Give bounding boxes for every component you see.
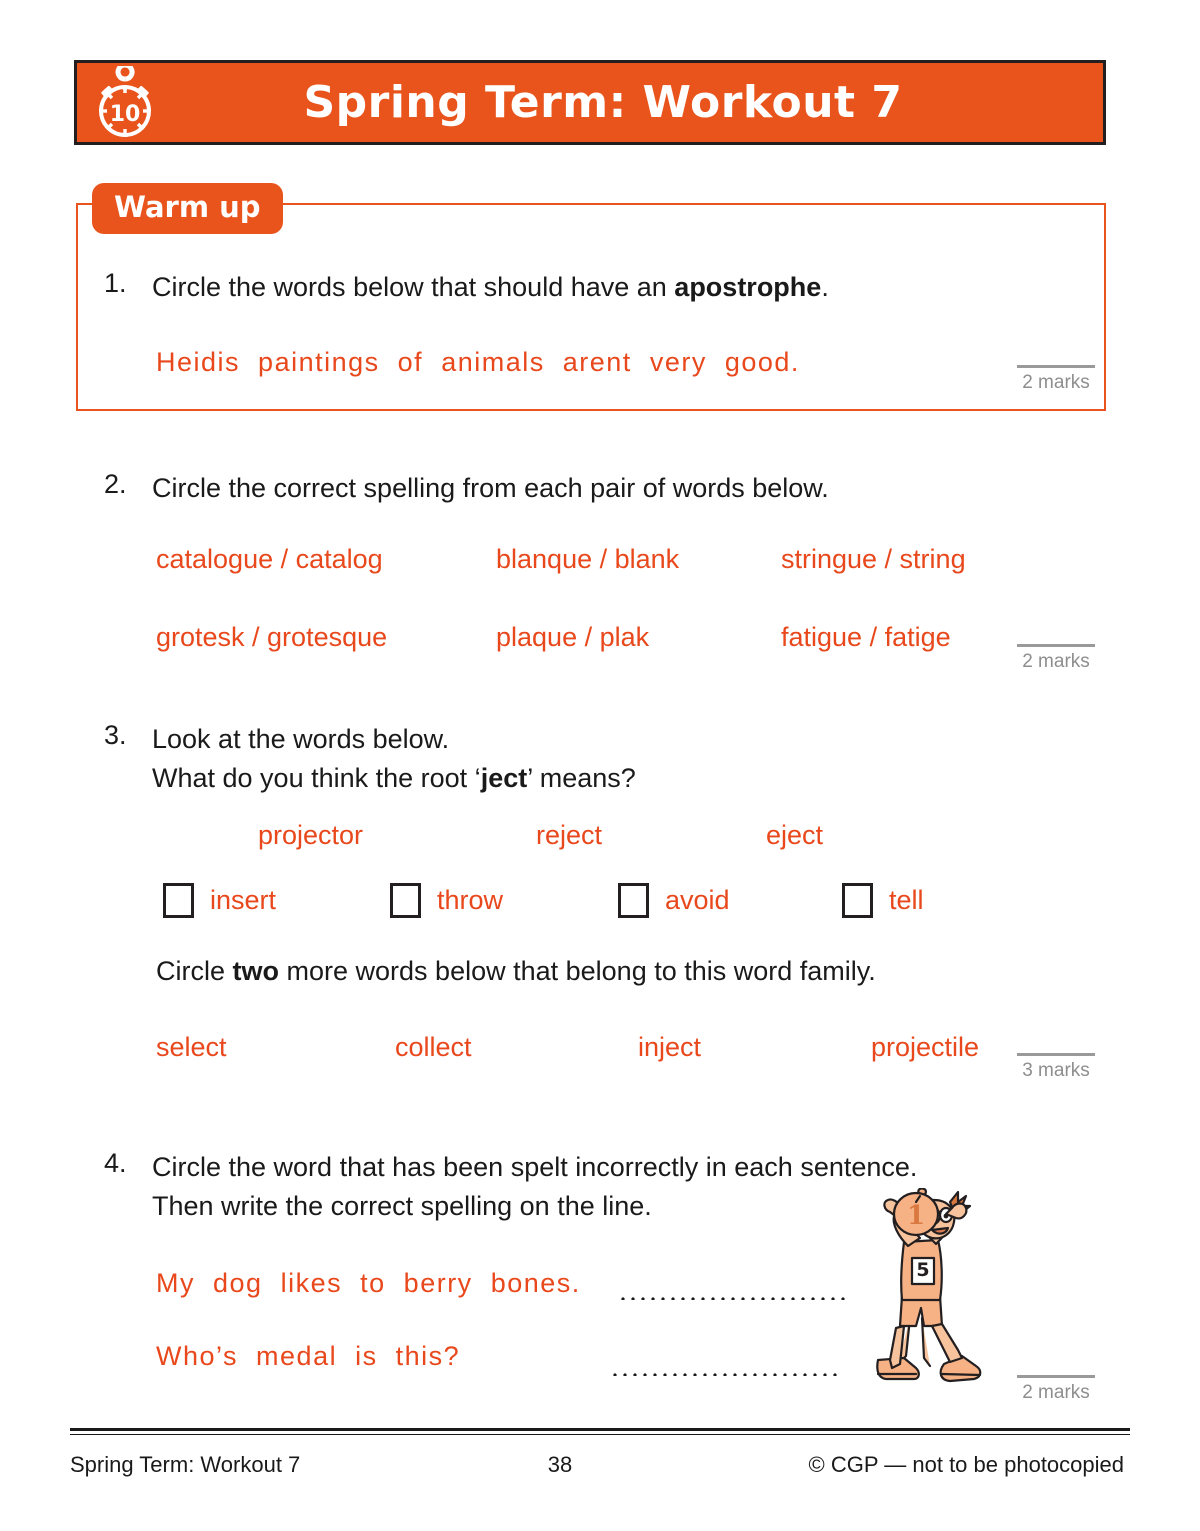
checkbox-icon[interactable] [390,883,421,918]
question-2-prompt: Circle the correct spelling from each pair of words below. [152,473,829,503]
family-word[interactable]: collect [395,1032,472,1062]
q4-word[interactable]: is [355,1341,378,1371]
marks-label: 2 marks [1022,651,1090,672]
question-3-prompt-line-2 [152,759,1026,798]
question-1-sentence [156,347,809,378]
marks-rule [1017,1053,1095,1056]
q3-sub-bold: two [232,956,280,986]
medal-number: 1 [906,1201,926,1231]
question-2 [96,469,1026,508]
question-2-pairs-row-2 [156,622,1056,653]
marks-rule [1017,644,1095,647]
checkbox-icon[interactable] [618,883,649,918]
question-1-number: 1. [104,268,127,298]
question-2-number: 2. [104,469,127,499]
option-avoid[interactable] [618,883,842,918]
spelling-pair[interactable]: catalogue / catalog [156,544,383,574]
footer-rule-top [70,1428,1130,1431]
answer-line-2[interactable] [610,1370,842,1376]
q4-word[interactable]: likes [280,1268,343,1298]
question-4-prompt-line-1: Circle the word that has been spelt incorrectly in each sentence. [152,1152,918,1182]
spelling-pair[interactable]: stringue / string [781,544,966,574]
question-4-sentence-1 [156,1268,590,1299]
q4-word[interactable]: Who’s [156,1341,239,1371]
q1-word[interactable]: very [649,347,707,377]
stopwatch-value: 10 [109,101,141,127]
family-word[interactable]: inject [638,1032,702,1062]
q4-word[interactable]: medal [256,1341,338,1371]
q4-word[interactable]: bones. [490,1268,581,1298]
option-insert[interactable] [163,883,390,918]
q3-prompt-after: ’ means? [527,763,636,794]
question-3-example-words [258,820,1018,851]
vest-number: 5 [916,1259,930,1281]
athlete-with-medal-illustration [858,1188,1008,1393]
q1-word[interactable]: Heidis [156,347,241,377]
spelling-pair[interactable]: blanque / blank [496,544,680,574]
question-3-number: 3. [104,720,127,750]
option-tell[interactable] [842,883,924,918]
question-3-subprompt [156,952,876,991]
page-footer [70,1445,1130,1485]
question-4-prompt-line-2: Then write the correct spelling on the line. [152,1191,652,1222]
question-3-family-words [156,1032,1016,1063]
q3-prompt-before: What do you think the root ‘ [152,763,481,794]
q1-word[interactable]: arent [562,347,632,377]
q4-word[interactable]: berry [403,1268,473,1298]
question-1-prompt [152,268,1026,307]
question-1 [96,268,1026,307]
option-throw[interactable] [390,883,618,918]
question-1-prompt-after: . [821,272,829,302]
footer-workout-label: Spring Term: Workout 7 [70,1452,301,1477]
family-word[interactable]: select [156,1032,227,1062]
example-word: eject [766,820,824,850]
page-title: Spring Term: Workout 7 [303,76,903,128]
question-2-pairs-row-1 [156,544,1056,575]
option-label: avoid [665,885,730,915]
marks-label: 3 marks [1022,1060,1090,1081]
q4-word[interactable]: this? [395,1341,461,1371]
question-3-marks [1010,1053,1102,1082]
q4-word[interactable]: to [360,1268,386,1298]
question-4-sentence-2 [156,1341,469,1372]
q1-word[interactable]: paintings [258,347,380,377]
spelling-pair[interactable]: grotesk / grotesque [156,622,388,652]
example-word: reject [536,820,603,850]
q4-word[interactable]: dog [213,1268,263,1298]
checkbox-icon[interactable] [842,883,873,918]
marks-rule [1017,1375,1095,1378]
option-label: insert [210,885,277,915]
marks-label: 2 marks [1022,372,1090,393]
footer-copyright: © CGP — not to be photocopied [808,1452,1124,1477]
footer-page-number: 38 [547,1452,573,1477]
q3-sub-before: Circle [156,956,233,986]
warm-up-badge: Warm up [92,183,283,234]
marks-rule [1017,365,1095,368]
question-4-number: 4. [104,1148,127,1178]
question-3-prompt-line-1: Look at the words below. [152,724,450,754]
answer-line-1[interactable] [618,1294,846,1300]
option-label: tell [889,885,924,915]
example-word: projector [258,820,364,850]
q4-word[interactable]: My [156,1268,195,1298]
q1-word[interactable]: good. [724,347,800,377]
family-word[interactable]: projectile [871,1032,980,1062]
question-4-marks [1010,1375,1102,1404]
question-3-options [163,883,1023,918]
stopwatch-icon [77,63,173,142]
question-1-marks [1010,365,1102,394]
question-1-prompt-bold: apostrophe [674,272,822,302]
footer-rule-bottom [70,1434,1130,1435]
question-1-prompt-before: Circle the words below that should have an [152,272,675,302]
q3-prompt-bold: ject [480,763,528,794]
question-3 [96,720,1026,798]
spelling-pair[interactable]: plaque / plak [496,622,650,652]
q1-word[interactable]: of [397,347,424,377]
page-header [74,60,1106,145]
spelling-pair[interactable]: fatigue / fatige [781,622,951,652]
checkbox-icon[interactable] [163,883,194,918]
question-2-marks [1010,644,1102,673]
option-label: throw [437,885,504,915]
marks-label: 2 marks [1022,1382,1090,1403]
q1-word[interactable]: animals [441,347,545,377]
q3-sub-after: more words below that belong to this word family. [279,956,876,986]
